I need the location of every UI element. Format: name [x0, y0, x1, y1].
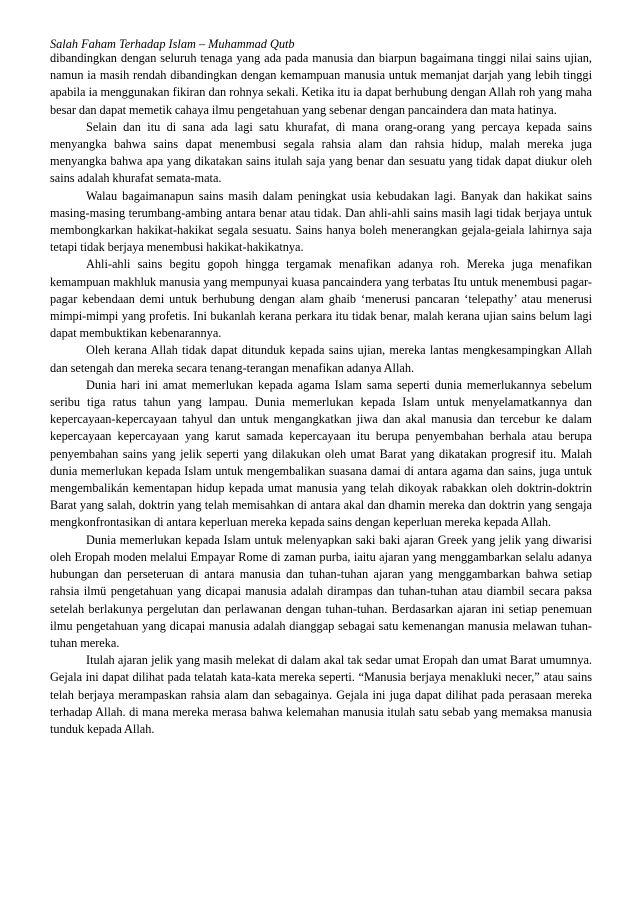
- paragraph-5: Oleh kerana Allah tidak dapat ditunduk kepada sains ujian, mereka lantas mengkesampingkan Allah dan setengah dan mereka secara tenang-terangan menafikan adanya Allah.: [50, 343, 592, 375]
- document-page: [50, 38, 592, 738]
- paragraph-1: dibandingkan dengan seluruh tenaga yang ada pada manusia dan biarpun bagaimana tinggi nilai sains ujian, namun ia masih rendah dibandingkan dengan kemampuan manusia untuk memanjat darjah yang lebih tinggi apabila ia menggunakan fikiran dan rohnya sekali. Ketika itu ia dapat berhubung dengan Allah roh yang maha besar dan dapat memetik cahaya ilmu pengetahuan yang sebenar dengan pancaindera dan mata hatinya.: [50, 51, 592, 117]
- paragraph-4: Ahli-ahli sains begitu gopoh hingga tergamak menafikan adanya roh. Mereka juga menafikan kemampuan makhluk manusia yang mempunyai kuasa pancaindera yang terbatas Itu untuk menembusi pagar-pagar kebendaan demi untuk berhubung dengan alam ghaib ‘menerusi pancaran ‘telepathy’ atau menerusi mimpi-mimpi yang profetis. Ini bukanlah kerana perkara itu tidak benar, malah kerana ujian sains belum lagi dapat membuktikan kebenarannya.: [50, 257, 592, 341]
- paragraph-8: Itulah ajaran jelik yang masih melekat di dalam akal tak sedar umat Eropah dan umat Barat umumnya. Gejala ini dapat dilihat pada telatah kata-kata mereka seperti. “Manusia berjaya menakluki necer,” atau sains telah berjaya merampaskan rahsia alam dan sebagainya. Gejala ini juga dapat dilihat pada perasaan mereka terhadap Allah. di mana mereka merasa bahwa kelemahan manusia itulah satu sebab yang memaksa manusia tunduk kepada Allah.: [50, 653, 592, 736]
- paragraph-6: Dunia hari ini amat memerlukan kepada agama Islam sama seperti dunia memerlukannya sebelum seribu tiga ratus tahun yang lampau. Dunia memerlukan kepada Islam untuk menyelamatkannya dan kepercayaan-kepercayaan tahyul dan untuk mengangkatkan jiwa dan akal manusia dan tercebur ke dalam kepercayaan kepercayaan yang karut samada kepercayaan itu berupa penyembahan berhala atau berupa penyembahan sains yang jelik seperti yang dilakukan oleh umat Barat yang dikatakan progresif itu. Malah dunia memerlukan kepada Islam untuk mengembalikan suasana damai di antara agama dan sains, juga untuk mengembalikán kementapan hidup kepada umat manusia yang telah dikoyak rabakkan oleh doktrin-doktrin Barat yang salah, doktrin yang telah memisahkan di antara akal dan dhamin mereka dan doktrin yang sengaja mengkonfrontasikan di antara keperluan mereka kepada sains dengan keperluan mereka kepada Allah.: [50, 377, 592, 530]
- paragraph-7: Dunia memerlukan kepada Islam untuk melenyapkan saki baki ajaran Greek yang jelik yang diwarisi oleh Eropah moden melalui Empayar Rome di zaman purba, iaitu ajaran yang menggambarkan selalu adanya hubungan dan perseteruan di antara manusia dan tuhan-tuhan ajaran yang menggambarkan bahwa setiap rahsia ilmü pengetahuan yang dicapai manusia adalah dirampas dan tuhan-tuhan atau diambil secara paksa setelah berlakunya pergelutan dan perlawanan dengan tuhan-tuhan. Berdasarkan ajaran ini setiap penemuan ilmu pengetahuan yang dicapai manusia adalah dianggap sebagai satu kemenangan manusia melawan tuhan-tuhan mereka.: [50, 532, 592, 650]
- paragraph-3: Walau bagaimanapun sains masih dalam peningkat usia kebudakan lagi. Banyak dan hakikat sains masing-masing terumbang-ambing antara benar atau tidak. Dan ahli-ahli sains masih lagi tidak berjaya untuk membongkarkan hakikat-hakikat segala sesuatu. Sains hanya boleh menerangkan gejala-geiala lahirnya saja tetapi tidak berjaya menembusi hakikat-hakikatnya.: [50, 188, 592, 255]
- running-header: Salah Faham Terhadap Islam – Muhammad Qutb: [50, 37, 295, 51]
- paragraph-2: Selain dan itu di sana ada lagi satu khurafat, di mana orang-orang yang percaya kepada sains menyangka bahwa sains dapat menembusi segala rahsia alam dan rahsia hidup, malah mereka juga menyangka bahwa apa yang dikatakan sains itulah saja yang benar dan sesuatu yang tidak dapat diukur oleh sains adalah khurafat semata-mata.: [50, 119, 592, 186]
